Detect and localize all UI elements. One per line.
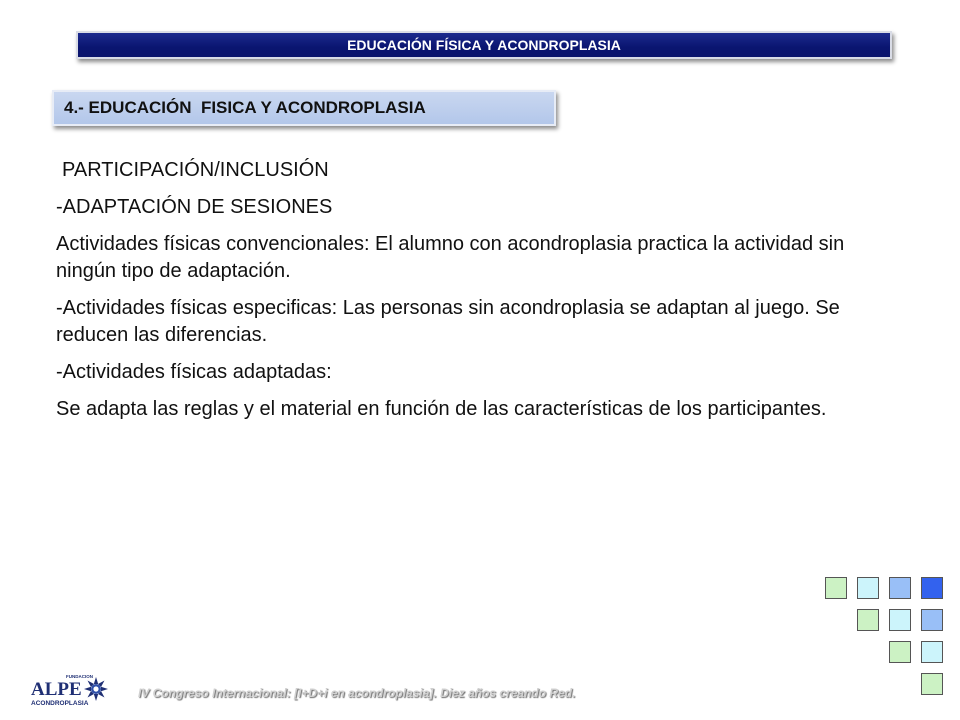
decor-square xyxy=(889,609,911,631)
section-title: 4.- EDUCACIÓN FISICA Y ACONDROPLASIA xyxy=(64,98,426,117)
decor-square xyxy=(889,641,911,663)
decor-square xyxy=(825,577,847,599)
decor-square xyxy=(889,577,911,599)
decor-square xyxy=(921,609,943,631)
top-banner xyxy=(76,31,892,59)
paragraph-rules-material: Se adapta las reglas y el material en función de las características de los participantes. xyxy=(56,398,827,420)
logo-name: ALPE xyxy=(31,679,82,700)
decor-square xyxy=(921,577,943,599)
banner-title: EDUCACIÓN FÍSICA Y ACONDROPLASIA xyxy=(347,37,621,53)
decor-square xyxy=(921,673,943,695)
decor-square xyxy=(921,641,943,663)
decor-square xyxy=(857,577,879,599)
paragraph-session-adaptation: -ADAPTACIÓN DE SESIONES xyxy=(56,196,333,218)
logo-small-text: FUNDACION xyxy=(66,674,93,679)
paragraph-specific-activities: -Actividades físicas especificas: Las personas sin acondroplasia se adaptan al juego. Se reducen las diferencias. xyxy=(56,297,840,346)
alpe-logo xyxy=(30,672,126,710)
sun-icon xyxy=(84,677,108,701)
footer-text: IV Congreso Internacional: [I+D+i en acondroplasia]. Diez años creando Red. xyxy=(138,686,576,700)
content-body xyxy=(56,157,856,433)
paragraph-adapted-activities: -Actividades físicas adaptadas: xyxy=(56,361,332,383)
decor-square xyxy=(857,609,879,631)
section-header xyxy=(52,90,556,126)
paragraph-conventional-activities: Actividades físicas convencionales: El alumno con acondroplasia practica la actividad sin ningún tipo de adaptación. xyxy=(56,233,845,282)
paragraph-participation: PARTICIPACIÓN/INCLUSIÓN xyxy=(62,159,329,181)
logo-subtitle: ACONDROPLASIA xyxy=(31,700,89,707)
